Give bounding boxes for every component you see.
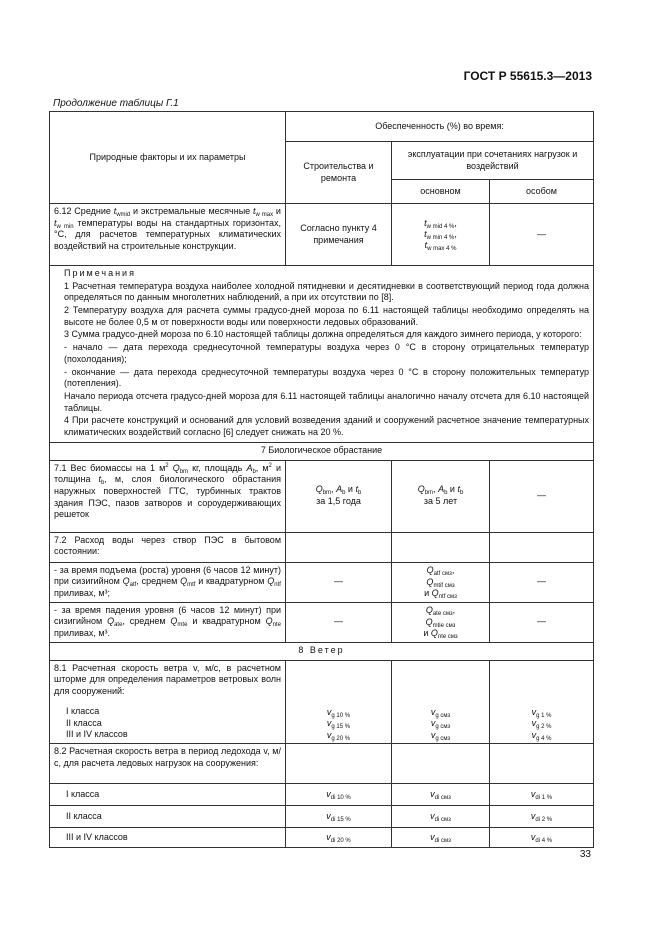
row-8-1-basic: $v_{g смз}$ $v_{g смз}$ $v_{g смз}$ (392, 660, 490, 743)
table-continuation-label: Продолжение таблицы Г.1 (53, 98, 179, 109)
row-8-2-class-3-basic: $v_{di смз}$ (392, 827, 490, 847)
header-construction: Строительства и ремонта (286, 142, 392, 204)
row-7-1-special: — (490, 460, 594, 532)
note-4: 4 При расчете конструкций и оснований для условий возведения зданий и сооружений расчетное значение температурных климатических воздействий согласно [6] следует снижать на 20 %. (64, 415, 590, 437)
note-1: 1 Расчетная температура воздуха наиболее холодной пятидневки и десятидневки в соответствующий период года должна определяться по данным многолетних наблюдений, а при их отсутствии по [8]. (64, 280, 590, 303)
header-special: особом (490, 180, 594, 204)
row-8-2-class-1-construction: $v_{di 10 \%}$ (286, 783, 392, 805)
document-code: ГОСТ Р 55615.3—2013 (463, 69, 592, 83)
row-7-2a-label: - за время подъема (роста) уровня (6 часов 12 минут) при сизигийном $Q_{atf}$, среднем $Q_{mtf}$ и квадратурном $Q_{ntf}$ приливах, м³; (50, 562, 286, 602)
header-factors: Природные факторы и их параметры (50, 112, 286, 204)
row-8-1-class-3: III и IV классов (66, 729, 128, 740)
row-7-2a-construction: — (286, 562, 392, 602)
row-6-12-special: — (490, 204, 594, 266)
header-probability: Обеспеченность (%) во время: (286, 112, 594, 142)
row-8-1-construction: $v_{g 10 \%}$ $v_{g 15 \%}$ $v_{g 20 \%}$ (286, 660, 392, 743)
row-8-2-class-1-basic: $v_{di смз}$ (392, 783, 490, 805)
row-8-2-class-3-special: $v_{di 4 \%}$ (490, 827, 594, 847)
row-7-1-label: 7.1 Вес биомассы на 1 $м^2$ $Q_{bm}$ кг, площадь $A_b$, $м^2$ и толщина $t_b$, м, слоя биологического обрастания наружных поверхностей ГТС, турбинных трактов здания ПЭС, пазов затворов и сороудерживающих решеток (50, 460, 286, 532)
row-7-2b-label: - за время падения уровня (6 часов 12 минут) при сизигийном $Q_{ate}$, среднем $Q_{mte}$ и квадратурном $Q_{nte}$ приливах, м³. (50, 602, 286, 642)
row-7-1-basic: $Q_{bm}$, $A_b$ и $t_b$ за 5 лет (392, 460, 490, 532)
row-7-2-label: 7.2 Расход воды через створ ПЭС в бытовом состоянии: (50, 532, 286, 562)
row-8-1-class-1: I класса (66, 705, 100, 716)
climate-factors-table (49, 111, 594, 848)
row-6-12-label: 6.12 Средние $t_{wmid}$ и экстремальные месячные $t_{w max}$ и $t_{w min}$ температуры воды на стандартных горизонтах, °С, для расчетов температурных климатических воздействий на строительные конструкции. (50, 204, 286, 266)
header-basic: основном (392, 180, 490, 204)
section-8-heading: 8 Ветер (50, 642, 594, 660)
section-7-heading: 7 Биологическое обрастание (50, 442, 594, 460)
row-8-2-class-3: III и IV классов (50, 827, 286, 847)
note-3c: Начало периода отсчета градусо-дней мороза для 6.11 настоящей таблицы аналогично началу отсчета для 6.10 настоящей таблицы. (64, 390, 590, 413)
row-7-2b-basic: $Q_{ate смз}$, $Q_{mtie смз}$ и $Q_{nte смз}$ (392, 602, 490, 642)
row-8-2-class-2-basic: $v_{di смз}$ (392, 805, 490, 827)
row-7-2a-basic: $Q_{atf смз}$, $Q_{mtif смз}$ и $Q_{ntf смз}$ (392, 562, 490, 602)
row-7-2b-construction: — (286, 602, 392, 642)
row-8-2-class-3-construction: $v_{di 20 \%}$ (286, 827, 392, 847)
row-8-1-special: $v_{g 1 \%}$ $v_{g 2 \%}$ $v_{g 4 \%}$ (490, 660, 594, 743)
row-8-2-class-1-special: $v_{di 1 \%}$ (490, 783, 594, 805)
row-8-2-class-2: II класса (50, 805, 286, 827)
row-6-12-basic: $t_{w mid 4 \%}$, $t_{w min 4 \%}$, $t_{w max 4 \%}$ (392, 204, 490, 266)
row-8-2-class-1: I класса (50, 783, 286, 805)
row-8-2-class-2-construction: $v_{di 15 \%}$ (286, 805, 392, 827)
note-3b: - окончание — дата перехода среднесуточной температуры воздуха через 0 °С в сторону положительных температур (потепления). (64, 366, 590, 389)
note-3: 3 Сумма градусо-дней мороза по 6.10 настоящей таблицы должна определяться для каждого зимнего периода, у которого: (64, 329, 582, 340)
note-3a: - начало — дата перехода среднесуточной температуры воздуха через 0 °С в сторону отрицательных температур (похолодания); (64, 342, 590, 364)
header-operation: эксплуатации при сочетаниях нагрузок и воздействий (392, 142, 594, 180)
notes-block (50, 266, 594, 443)
row-7-2a-special: — (490, 562, 594, 602)
row-8-2-class-2-special: $v_{di 2 \%}$ (490, 805, 594, 827)
row-7-2b-special: — (490, 602, 594, 642)
row-8-1-label: 8.1 Расчетная скорость ветра v, м/с, в расчетном шторме для определения параметров ветровых волн для сооружений: I класса II класса III и IV классов (50, 660, 286, 743)
row-6-12-construction: Согласно пункту 4 примечания (286, 204, 392, 266)
notes-title: Примечания (64, 268, 136, 278)
note-2: 2 Температуру воздуха для расчета суммы градусо-дней мороза по 6.11 настоящей таблицы необходимо определять на высоте не более 0,5 м от поверхности воды или поверхности ледовых образований. (64, 305, 590, 327)
row-8-2-label: 8.2 Расчетная скорость ветра в период ледохода v, м/с, для расчета ледовых нагрузок на сооружения: (50, 743, 286, 783)
page-number: 33 (579, 849, 591, 860)
row-8-1-class-2: II класса (66, 717, 102, 728)
row-7-1-construction: $Q_{bm}$, $A_b$ и $t_b$ за 1,5 года (286, 460, 392, 532)
